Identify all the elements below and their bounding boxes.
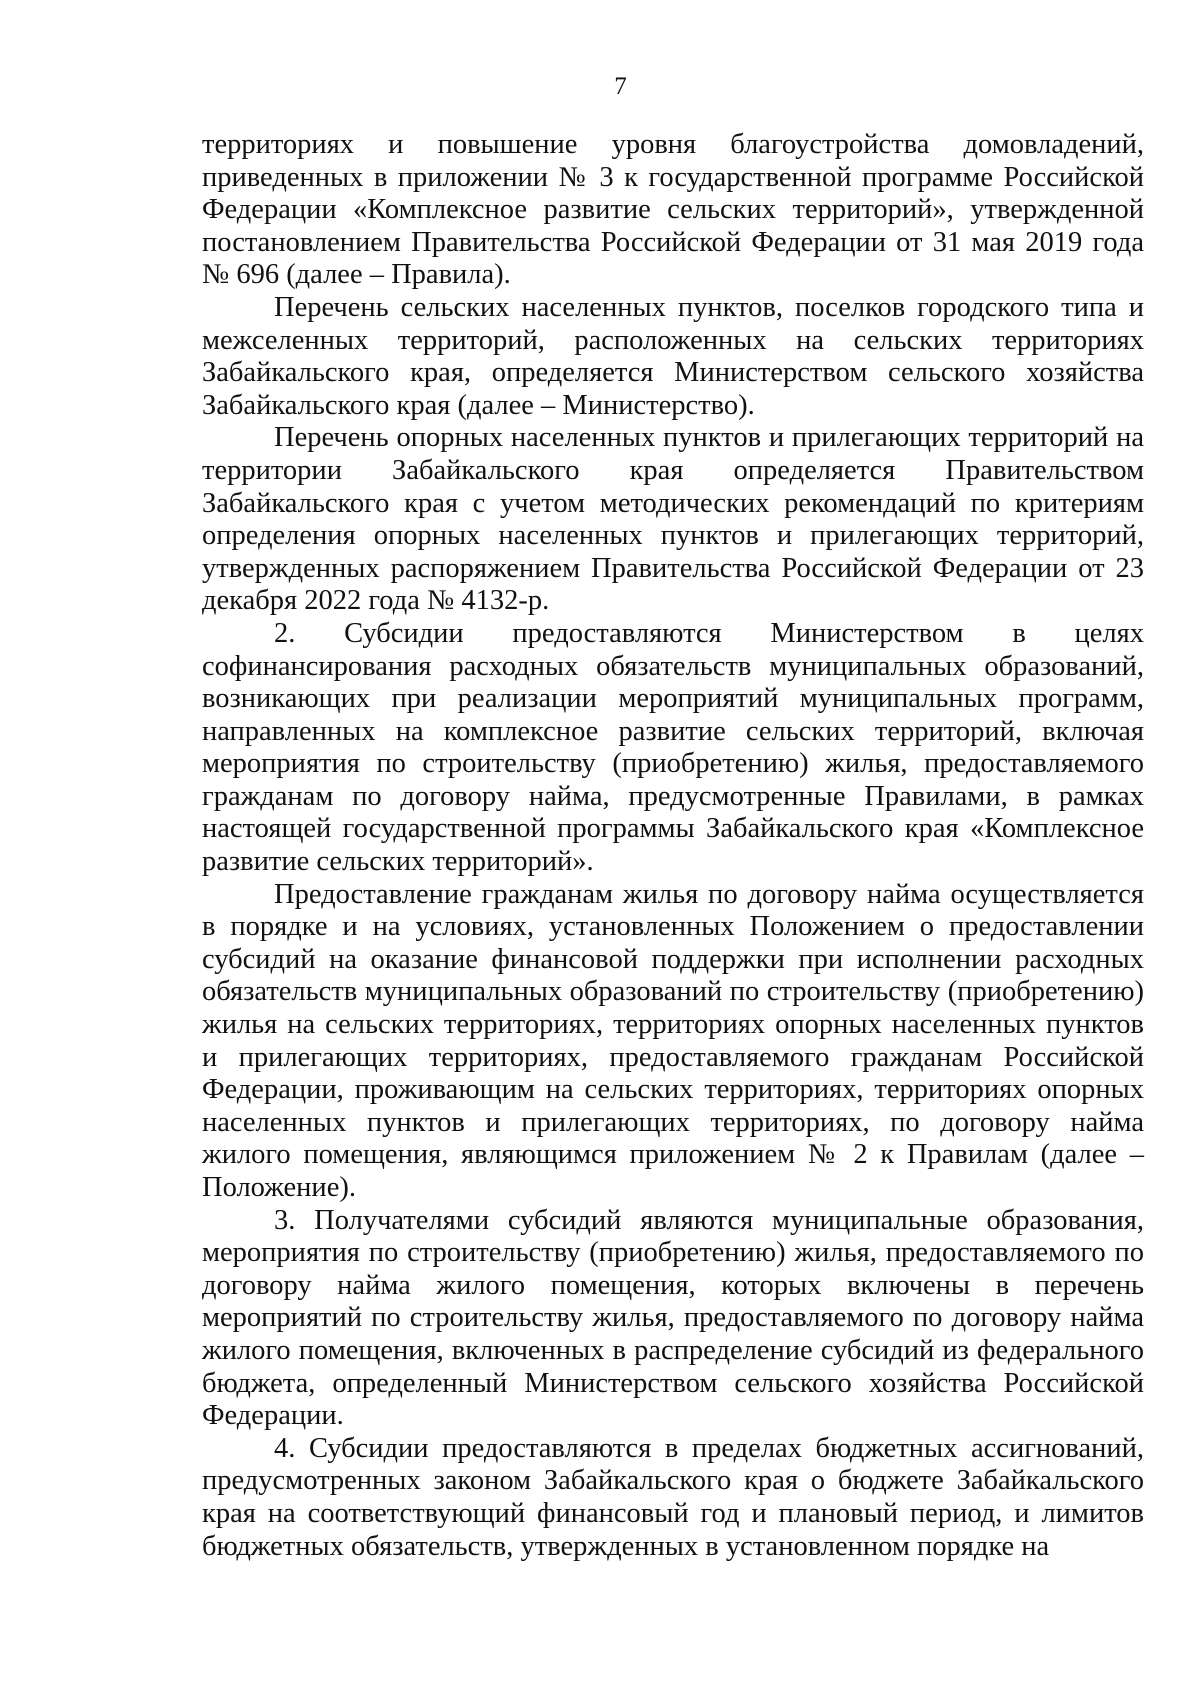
paragraph-clause-2: 2. Субсидии предоставляются Министерством в целях софинансирования расходных обязательств муниципальных образований, возникающих при реализации мероприятий муниципальных программ, направленных на комплексное развитие сельских территорий, включая мероприятия по строительству (приобретению) жилья, предоставляемого гражданам по договору найма, предусмотренные Правилами, в рамках настоящей государственной программы Забайкальского края «Комплексное развитие сельских территорий». (202, 617, 1144, 878)
paragraph-core-settlements-list: Перечень опорных населенных пунктов и прилегающих территорий на территории Забайкальского края определяется Правительством Забайкальского края с учетом методических рекомендаций по критериям определения опорных населенных пунктов и прилегающих территорий, утвержденных распоряжением Правительства Российской Федерации от 23 декабря 2022 года № 4132-р. (202, 422, 1144, 617)
paragraph-clause-3: 3. Получателями субсидий являются муниципальные образования, мероприятия по строительству (приобретению) жилья, предоставляемого по договору найма жилого помещения, которых включены в перечень мероприятий по строительству жилья, предоставляемого по договору найма жилого помещения, включенных в распределение субсидий из федерального бюджета, определенный Министерством сельского хозяйства Российской Федерации. (202, 1204, 1144, 1432)
page-number: 7 (614, 73, 627, 100)
paragraph-housing-provision: Предоставление гражданам жилья по договору найма осуществляется в порядке и на условиях, установленных Положением о предоставлении субсидий на оказание финансовой поддержки при исполнении расходных обязательств муниципальных образований по строительству (приобретению) жилья на сельских территориях, территориях опорных населенных пунктов и прилегающих территориях, предоставляемого гражданам Российской Федерации, проживающим на сельских территориях, территориях опорных населенных пунктов и прилегающих территориях, по договору найма жилого помещения, являющимся приложением № 2 к Правилам (далее – Положение). (202, 878, 1144, 1203)
paragraph-continuation: территориях и повышение уровня благоустройства домовладений, приведенных в приложении № 3 к государственной программе Российской Федерации «Комплексное развитие сельских территорий», утвержденной постановлением Правительства Российской Федерации от 31 мая 2019 года № 696 (далее – Правила). (202, 129, 1144, 291)
paragraph-rural-settlements-list: Перечень сельских населенных пунктов, поселков городского типа и межселенных территорий, расположенных на сельских территориях Забайкальского края, определяется Министерством сельского хозяйства Забайкальского края (далее – Министерство). (202, 291, 1144, 421)
paragraph-clause-4: 4. Субсидии предоставляются в пределах бюджетных ассигнований, предусмотренных законом Забайкальского края о бюджете Забайкальского края на соответствующий финансовый год и плановый период, и лимитов бюджетных обязательств, утвержденных в установленном порядке на (202, 1432, 1144, 1562)
document-body (202, 129, 1144, 1563)
